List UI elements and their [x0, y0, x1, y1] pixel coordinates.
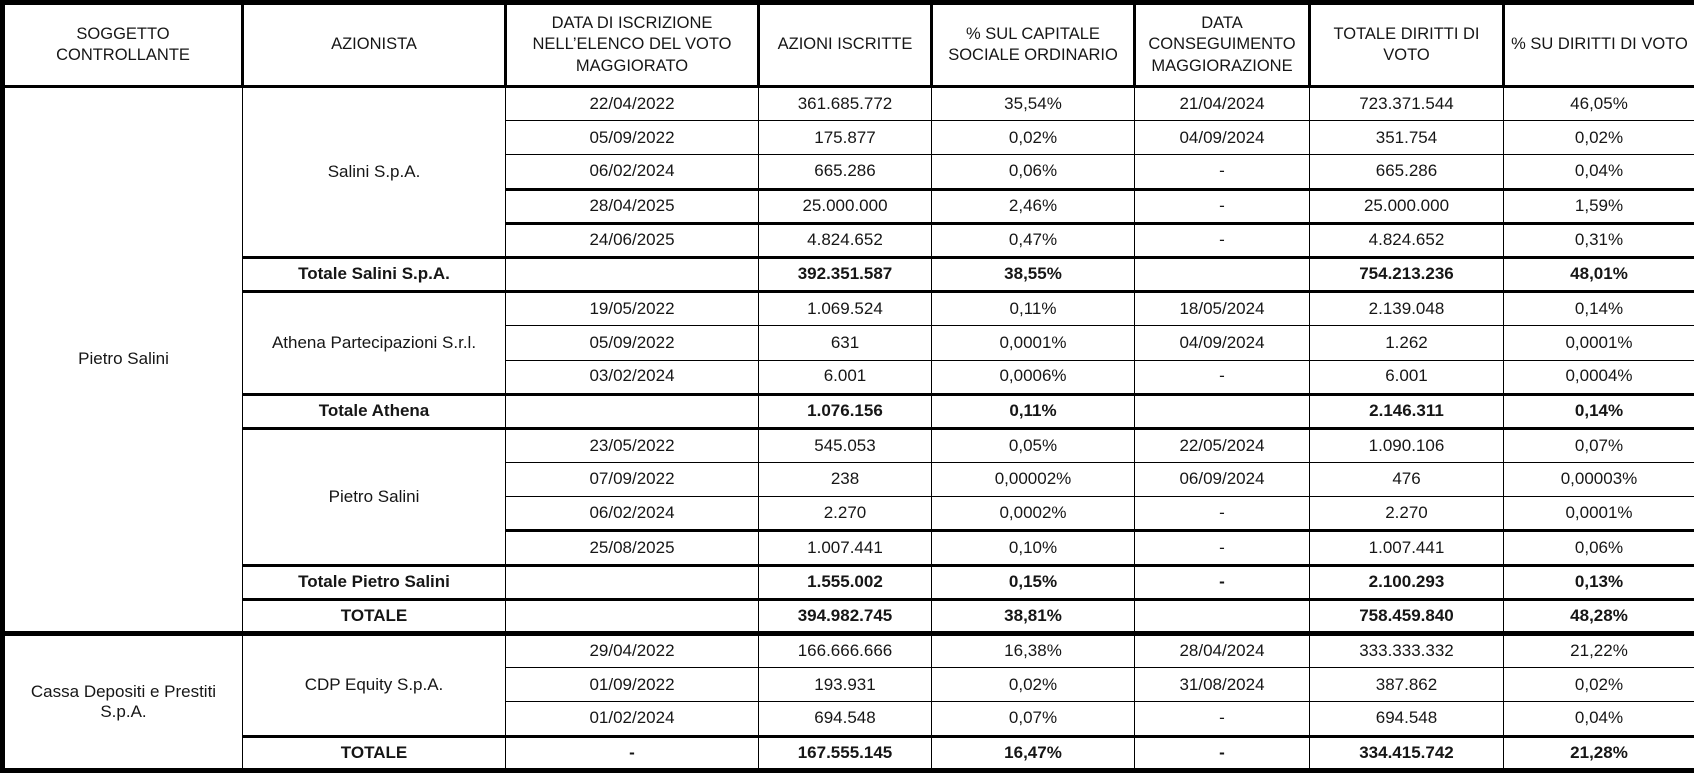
- shares-cell: 25.000.000: [759, 189, 932, 223]
- date-cell: 06/02/2024: [506, 497, 759, 531]
- voting-rights-cell: 333.333.332: [1310, 634, 1504, 668]
- table-row: [3, 292, 1694, 326]
- total-label-cell: Totale Pietro Salini: [243, 565, 506, 599]
- voting-rights-cell: 1.262: [1310, 326, 1504, 360]
- voting-rights-cell: 476: [1310, 463, 1504, 497]
- date-cell: 29/04/2022: [506, 634, 759, 668]
- total-label-cell: Totale Athena: [243, 394, 506, 428]
- date-cell: 19/05/2022: [506, 292, 759, 326]
- date-cell: 05/09/2022: [506, 121, 759, 155]
- date-cell: 01/09/2022: [506, 668, 759, 702]
- total-row: [3, 257, 1694, 291]
- header-soggetto-controllante: SOGGETTO CONTROLLANTE: [3, 3, 243, 87]
- voting-rights-cell: 1.090.106: [1310, 428, 1504, 462]
- maturity-date-cell: [1135, 257, 1310, 291]
- pct-voting-cell: 1,59%: [1504, 189, 1694, 223]
- date-cell: [506, 257, 759, 291]
- shares-cell: 1.076.156: [759, 394, 932, 428]
- pct-capital-cell: 0,15%: [932, 565, 1135, 599]
- table-row: [3, 428, 1694, 462]
- shares-cell: 1.007.441: [759, 531, 932, 565]
- date-cell: 03/02/2024: [506, 360, 759, 394]
- pct-voting-cell: 48,28%: [1504, 599, 1694, 633]
- header-pct-diritti: % SU DIRITTI DI VOTO: [1504, 3, 1694, 87]
- pct-voting-cell: 0,02%: [1504, 121, 1694, 155]
- pct-capital-cell: 0,00002%: [932, 463, 1135, 497]
- pct-voting-cell: 0,04%: [1504, 702, 1694, 736]
- maturity-date-cell: 22/05/2024: [1135, 428, 1310, 462]
- maturity-date-cell: -: [1135, 360, 1310, 394]
- maturity-date-cell: -: [1135, 531, 1310, 565]
- pct-capital-cell: 0,10%: [932, 531, 1135, 565]
- shares-cell: 631: [759, 326, 932, 360]
- pct-voting-cell: 48,01%: [1504, 257, 1694, 291]
- shares-cell: 1.069.524: [759, 292, 932, 326]
- pct-voting-cell: 21,22%: [1504, 634, 1694, 668]
- date-cell: 24/06/2025: [506, 223, 759, 257]
- pct-capital-cell: 38,55%: [932, 257, 1135, 291]
- pct-voting-cell: 0,0001%: [1504, 326, 1694, 360]
- pct-capital-cell: 0,47%: [932, 223, 1135, 257]
- maturity-date-cell: 18/05/2024: [1135, 292, 1310, 326]
- pct-capital-cell: 0,0006%: [932, 360, 1135, 394]
- pct-capital-cell: 0,07%: [932, 702, 1135, 736]
- pct-capital-cell: 35,54%: [932, 87, 1135, 121]
- date-cell: 06/02/2024: [506, 155, 759, 189]
- voting-rights-cell: 1.007.441: [1310, 531, 1504, 565]
- pct-capital-cell: 0,0001%: [932, 326, 1135, 360]
- voting-rights-cell: 694.548: [1310, 702, 1504, 736]
- header-data-conseguimento: DATA CONSEGUIMENTO MAGGIORAZIONE: [1135, 3, 1310, 87]
- shares-cell: 394.982.745: [759, 599, 932, 633]
- voting-rights-cell: 387.862: [1310, 668, 1504, 702]
- total-row: [3, 565, 1694, 599]
- maturity-date-cell: -: [1135, 155, 1310, 189]
- voting-rights-cell: 2.146.311: [1310, 394, 1504, 428]
- shares-cell: 1.555.002: [759, 565, 932, 599]
- date-cell: 01/02/2024: [506, 702, 759, 736]
- shares-cell: 4.824.652: [759, 223, 932, 257]
- shares-cell: 175.877: [759, 121, 932, 155]
- header-pct-capitale: % SUL CAPITALE SOCIALE ORDINARIO: [932, 3, 1135, 87]
- pct-voting-cell: 0,13%: [1504, 565, 1694, 599]
- maturity-date-cell: 31/08/2024: [1135, 668, 1310, 702]
- total-label-cell: TOTALE: [243, 736, 506, 770]
- pct-capital-cell: 16,47%: [932, 736, 1135, 770]
- shares-cell: 392.351.587: [759, 257, 932, 291]
- maturity-date-cell: 06/09/2024: [1135, 463, 1310, 497]
- maturity-date-cell: -: [1135, 223, 1310, 257]
- pct-voting-cell: 0,31%: [1504, 223, 1694, 257]
- voting-rights-cell: 754.213.236: [1310, 257, 1504, 291]
- pct-capital-cell: 38,81%: [932, 599, 1135, 633]
- grand-total-row: [3, 599, 1694, 633]
- header-azionista: AZIONISTA: [243, 3, 506, 87]
- controller-cell: Pietro Salini: [3, 87, 243, 634]
- voting-rights-cell: 665.286: [1310, 155, 1504, 189]
- maturity-date-cell: -: [1135, 736, 1310, 770]
- pct-voting-cell: 0,07%: [1504, 428, 1694, 462]
- pct-capital-cell: 0,11%: [932, 292, 1135, 326]
- pct-voting-cell: 0,0001%: [1504, 497, 1694, 531]
- total-row: [3, 394, 1694, 428]
- voting-rights-cell: 2.100.293: [1310, 565, 1504, 599]
- table-row: [3, 87, 1694, 121]
- pct-capital-cell: 16,38%: [932, 634, 1135, 668]
- azionista-cell: Pietro Salini: [243, 428, 506, 565]
- pct-capital-cell: 0,05%: [932, 428, 1135, 462]
- pct-capital-cell: 0,02%: [932, 121, 1135, 155]
- pct-capital-cell: 2,46%: [932, 189, 1135, 223]
- shares-cell: 665.286: [759, 155, 932, 189]
- shares-cell: 694.548: [759, 702, 932, 736]
- date-cell: 22/04/2022: [506, 87, 759, 121]
- header-data-iscrizione: DATA DI ISCRIZIONE NELL’ELENCO DEL VOTO MAGGIORATO: [506, 3, 759, 87]
- pct-capital-cell: 0,02%: [932, 668, 1135, 702]
- shares-cell: 6.001: [759, 360, 932, 394]
- date-cell: [506, 599, 759, 633]
- pct-voting-cell: 0,02%: [1504, 668, 1694, 702]
- pct-voting-cell: 0,06%: [1504, 531, 1694, 565]
- maturity-date-cell: 28/04/2024: [1135, 634, 1310, 668]
- date-cell: [506, 565, 759, 599]
- controller-cell: Cassa Depositi e Prestiti S.p.A.: [3, 634, 243, 771]
- pct-capital-cell: 0,0002%: [932, 497, 1135, 531]
- header-azioni-iscritte: AZIONI ISCRITTE: [759, 3, 932, 87]
- maturity-date-cell: 21/04/2024: [1135, 87, 1310, 121]
- maturity-date-cell: [1135, 394, 1310, 428]
- date-cell: 05/09/2022: [506, 326, 759, 360]
- shares-cell: 166.666.666: [759, 634, 932, 668]
- voting-rights-cell: 4.824.652: [1310, 223, 1504, 257]
- date-cell: 23/05/2022: [506, 428, 759, 462]
- pct-voting-cell: 0,00003%: [1504, 463, 1694, 497]
- pct-voting-cell: 0,14%: [1504, 292, 1694, 326]
- maturity-date-cell: [1135, 599, 1310, 633]
- shares-cell: 2.270: [759, 497, 932, 531]
- maturity-date-cell: 04/09/2024: [1135, 326, 1310, 360]
- pct-voting-cell: 0,0004%: [1504, 360, 1694, 394]
- voting-rights-cell: 2.139.048: [1310, 292, 1504, 326]
- pct-voting-cell: 21,28%: [1504, 736, 1694, 770]
- shares-cell: 545.053: [759, 428, 932, 462]
- azionista-cell: CDP Equity S.p.A.: [243, 634, 506, 737]
- maturity-date-cell: -: [1135, 565, 1310, 599]
- pct-voting-cell: 46,05%: [1504, 87, 1694, 121]
- maturity-date-cell: 04/09/2024: [1135, 121, 1310, 155]
- voting-rights-cell: 334.415.742: [1310, 736, 1504, 770]
- table-row: [3, 634, 1694, 668]
- total-label-cell: Totale Salini S.p.A.: [243, 257, 506, 291]
- shares-cell: 361.685.772: [759, 87, 932, 121]
- date-cell: 25/08/2025: [506, 531, 759, 565]
- azionista-cell: Athena Partecipazioni S.r.l.: [243, 292, 506, 395]
- shares-cell: 193.931: [759, 668, 932, 702]
- azionista-cell: Salini S.p.A.: [243, 87, 506, 258]
- pct-capital-cell: 0,06%: [932, 155, 1135, 189]
- shares-cell: 167.555.145: [759, 736, 932, 770]
- date-cell: 28/04/2025: [506, 189, 759, 223]
- voting-rights-cell: 2.270: [1310, 497, 1504, 531]
- voting-rights-cell: 723.371.544: [1310, 87, 1504, 121]
- voting-rights-cell: 758.459.840: [1310, 599, 1504, 633]
- date-cell: [506, 394, 759, 428]
- header-row: [3, 3, 1694, 87]
- pct-voting-cell: 0,04%: [1504, 155, 1694, 189]
- maturity-date-cell: -: [1135, 702, 1310, 736]
- voting-rights-cell: 351.754: [1310, 121, 1504, 155]
- date-cell: -: [506, 736, 759, 770]
- maturity-date-cell: -: [1135, 189, 1310, 223]
- total-label-cell: TOTALE: [243, 599, 506, 633]
- grand-total-row: [3, 736, 1694, 770]
- shares-cell: 238: [759, 463, 932, 497]
- maturity-date-cell: -: [1135, 497, 1310, 531]
- pct-voting-cell: 0,14%: [1504, 394, 1694, 428]
- date-cell: 07/09/2022: [506, 463, 759, 497]
- header-totale-diritti: TOTALE DIRITTI DI VOTO: [1310, 3, 1504, 87]
- voting-rights-cell: 6.001: [1310, 360, 1504, 394]
- voting-rights-cell: 25.000.000: [1310, 189, 1504, 223]
- pct-capital-cell: 0,11%: [932, 394, 1135, 428]
